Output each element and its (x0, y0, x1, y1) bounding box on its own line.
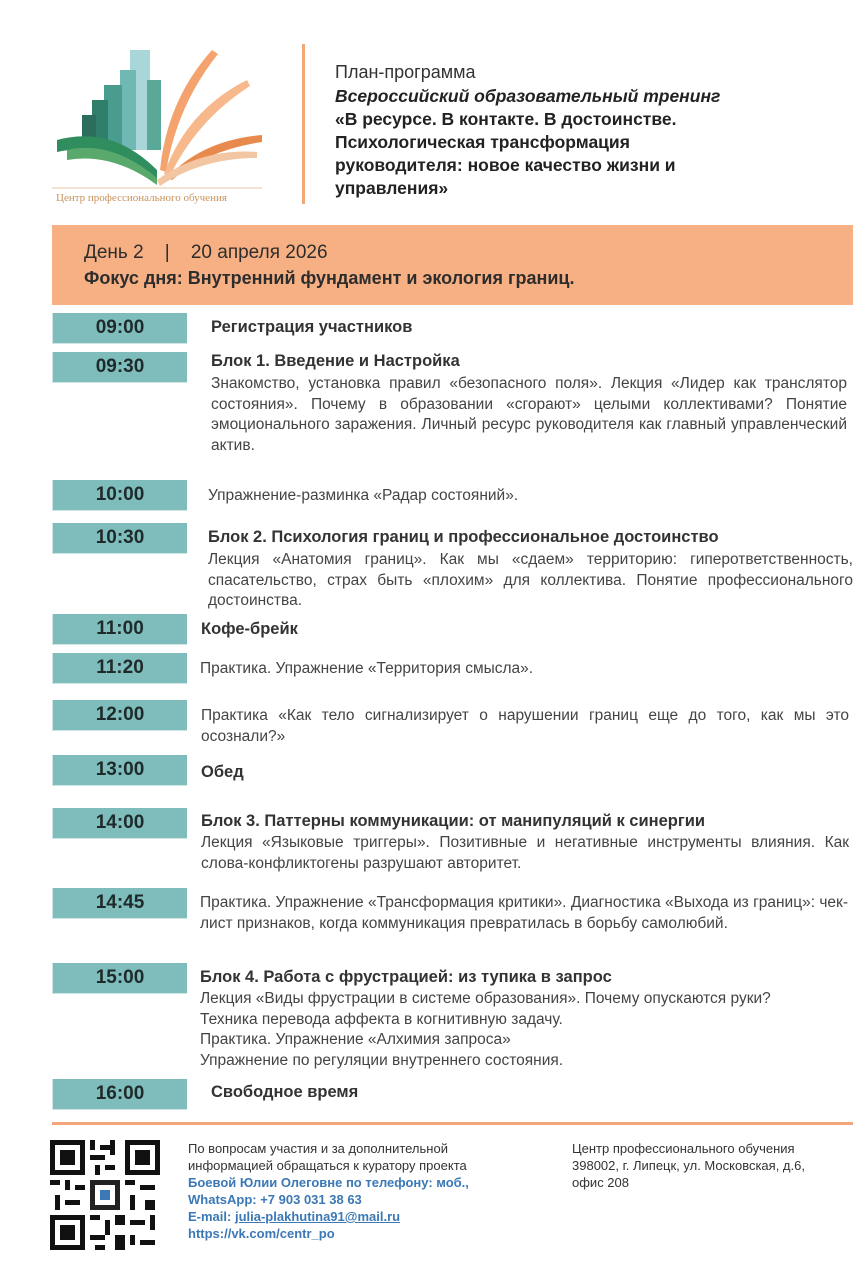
slot-title: Блок 3. Паттерны коммуникации: от манипуляций к синергии (201, 812, 706, 830)
title-line: руководителя: новое качество жизни и (335, 155, 676, 175)
slot-text-line: Лекция «Виды фрустрации в системе образования». Почему опускаются руки? Техника перевода аффекта в когнитивную задачу. (200, 990, 771, 1028)
slot-title: Обед (201, 763, 244, 781)
plan-label: План-программа (335, 62, 476, 82)
event-title (335, 85, 835, 200)
slot-text: Практика «Как тело сигнализирует о нарушении границ еще до того, как мы это осознали?» (201, 707, 849, 745)
page-header (335, 62, 835, 200)
time-slot: 14:45 (52, 888, 187, 919)
title-line: «В ресурсе. В контакте. В достоинстве. (335, 109, 677, 129)
slot-text: Знакомство, установка правил «безопасного поля». Лекция «Лидер как транслятор состояния». Почему в образовании «сгорают» целыми коллективами? Понятие эмоционального заражения. Личный ресурс руководителя как главный управленческий актив. (211, 375, 847, 454)
contact-line: По вопросам участия и за дополнительной (188, 1141, 448, 1156)
time-slot: 11:00 (52, 614, 187, 645)
center-address: 398002, г. Липецк, ул. Московская, д.6, (572, 1158, 805, 1173)
vk-link[interactable]: https://vk.com/centr_po (188, 1226, 335, 1241)
time-slot: 09:30 (52, 352, 187, 383)
slot-title: Блок 2. Психология границ и профессиональное достоинство (208, 528, 719, 546)
slot-text: Лекция «Анатомия границ». Как мы «сдаем» территорию: гиперответственность, спасательство, страх быть «плохим» для коллектива. Понятие профессионального достоинства. (208, 551, 853, 609)
time-slot: 10:00 (52, 480, 187, 511)
header-divider (302, 44, 305, 204)
slot-title: Блок 4. Работа с фрустрацией: из тупика в запрос (200, 968, 612, 986)
contact-info (188, 1140, 548, 1242)
slot-text: Лекция «Языковые триггеры». Позитивные и негативные инструменты влияния. Как слова-конфликтогены разрушают авторитет. (201, 834, 849, 872)
time-slot: 14:00 (52, 808, 187, 839)
qr-code[interactable] (50, 1140, 160, 1250)
email-label: E-mail: (188, 1209, 235, 1224)
contact-name: Боевой Юлии Олеговне по телефону: моб., (188, 1175, 469, 1190)
slot-title: Свободное время (211, 1083, 359, 1101)
footer-divider (52, 1122, 853, 1125)
center-logo (52, 40, 272, 210)
email-link[interactable]: julia-plakhutina91@mail.ru (234, 1209, 401, 1224)
slot-title: Блок 1. Введение и Настройка (211, 352, 460, 370)
center-name: Центр профессионального обучения (572, 1141, 795, 1156)
slot-text: Практика. Упражнение «Территория смысла». (200, 660, 534, 677)
contact-email (188, 1208, 548, 1225)
slot-text (200, 989, 830, 1071)
logo-graphic (52, 40, 272, 190)
slot-text-line: Упражнение по регуляции внутреннего состояния. (200, 1051, 564, 1069)
slot-text: Упражнение-разминка «Радар состояний». (208, 487, 519, 504)
center-info (572, 1140, 853, 1191)
center-address: офис 208 (572, 1175, 629, 1190)
title-line: управления» (335, 178, 449, 198)
title-line: Всероссийский образовательный тренинг (335, 86, 721, 106)
time-slot: 12:00 (52, 700, 187, 731)
slot-title: Регистрация участников (211, 318, 413, 336)
time-slot: 09:00 (52, 313, 187, 344)
day-focus: Фокус дня: Внутренний фундамент и экология границ. (84, 268, 575, 288)
slot-title: Кофе-брейк (201, 620, 298, 638)
time-slot: 10:30 (52, 523, 187, 554)
time-slot: 16:00 (52, 1079, 187, 1110)
logo-caption: Центр профессионального обучения (56, 192, 227, 204)
slot-text: Практика. Упражнение «Трансформация критики». Диагностика «Выхода из границ»: чек-лист признаков, когда коммуникация превратилась в борьбу самолюбий. (200, 894, 848, 932)
day-date: День 2 | 20 апреля 2026 (84, 242, 328, 263)
time-slot: 13:00 (52, 755, 187, 786)
time-slot: 11:20 (52, 653, 187, 684)
day-banner (52, 225, 853, 305)
contact-whatsapp[interactable]: WhatsApp: +7 903 031 38 63 (188, 1192, 362, 1207)
title-line: Психологическая трансформация (335, 132, 630, 152)
time-slot: 15:00 (52, 963, 187, 994)
slot-text-line: Практика. Упражнение «Алхимия запроса» (200, 1031, 511, 1048)
contact-line: информацией обращаться к куратору проекта (188, 1158, 467, 1173)
